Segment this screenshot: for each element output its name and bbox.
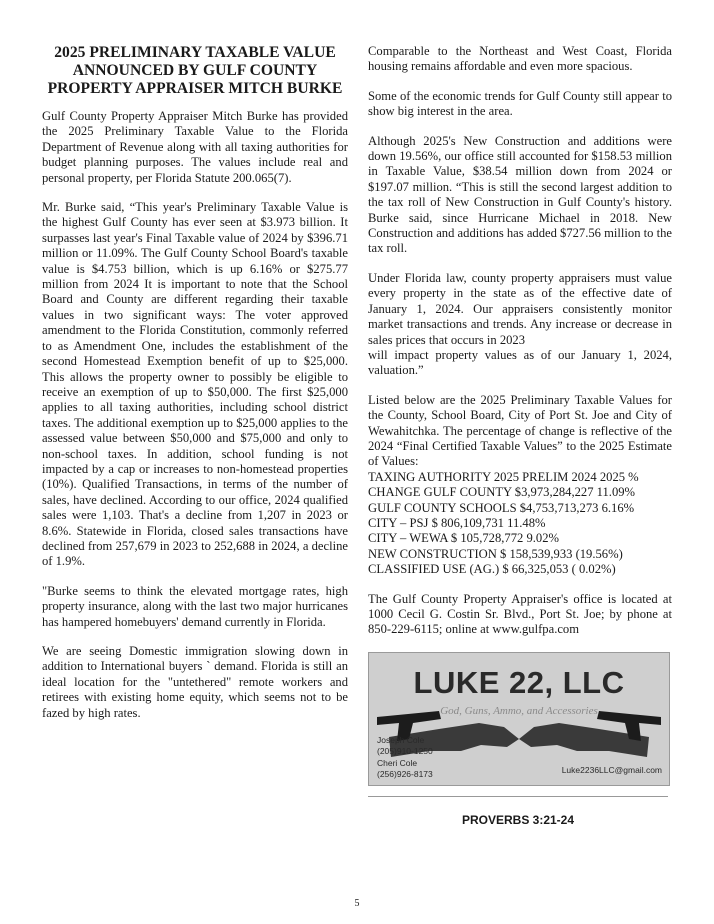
article-paragraph: We are seeing Domestic immigration slowing down in addition to International buyers ` demand. Florida is still an ideal location for the "untethered" remote workers and retirees with existing home equity, which seems not to be fazed by high rates.	[42, 644, 348, 720]
contact-paragraph: The Gulf County Property Appraiser's office is located at 1000 Cecil G. Costin Sr. Blvd., Port St. Joe; by phone at 850-229-6115; online at www.gulfpa.com	[368, 591, 672, 637]
ad-contact-block	[377, 735, 433, 781]
article-paragraph: Some of the economic trends for Gulf County still appear to show big interest in the area.	[368, 88, 672, 119]
article-paragraph: Under Florida law, county property appraisers must value every property in the state as of the effective date of January 1, 2024. Our appraisers consistently monitor market transactions and trends. Any increase or decrease in sales prices that occurs in 2023	[368, 270, 672, 347]
taxable-values-list	[368, 470, 672, 578]
left-column	[42, 44, 348, 735]
ad-contact-line: (205)910-1250	[377, 746, 433, 757]
luke22-advertisement	[368, 652, 670, 786]
page-number: 5	[354, 898, 360, 909]
ad-divider	[368, 796, 668, 797]
values-line: NEW CONSTRUCTION $ 158,539,933 (19.56%)	[368, 546, 623, 561]
ad-tagline: God, Guns, Ammo, and Accessories	[440, 704, 598, 717]
values-line: CITY – PSJ $ 806,109,731 11.48%	[368, 515, 546, 530]
article-paragraph: will impact property values as of our January 1, 2024, valuation.”	[368, 347, 672, 378]
ad-contact-line: (256)926-8173	[377, 769, 433, 780]
ad-business-name: LUKE 22, LLC	[413, 664, 625, 700]
values-line: CHANGE GULF COUNTY $3,973,284,227 11.09%	[368, 485, 636, 500]
article-paragraph: Although 2025's New Construction and additions were down 19.56%, our office still accounted for $158.53 million in Taxable Value, $38.54 million down from 2024 or $197.07 million. “This is still the second largest addition to the tax roll of New Construction in Gulf County's history. Burke said, since Hurricane Michael in 2018. New Construction and additions has added $727.56 million to the tax roll.	[368, 133, 672, 256]
article-headline: 2025 PRELIMINARY TAXABLE VALUE ANNOUNCED BY GULF COUNTY PROPERTY APPRAISER MITCH BURKE	[47, 44, 343, 97]
article-paragraph: Gulf County Property Appraiser Mitch Burke has provided the 2025 Preliminary Taxable Value to the Florida Department of Revenue along with all taxing authorities for budget planning purposes. The values include real and personal property, per Florida Statute 200.065(7).	[42, 109, 348, 185]
values-line: TAXING AUTHORITY 2025 PRELIM 2024 2025 %	[368, 469, 639, 484]
ad-email: Luke2236LLC@gmail.com	[561, 764, 662, 775]
ad-contact-line: Joseph Cole	[377, 734, 425, 745]
ad-contact-line: Cheri Cole	[377, 757, 418, 768]
values-line: CLASSIFIED USE (AG.) $ 66,325,053 ( 0.02%)	[368, 562, 616, 577]
values-line: GULF COUNTY SCHOOLS $4,753,713,273 6.16%	[368, 500, 635, 515]
values-intro: Listed below are the 2025 Preliminary Taxable Values for the County, School Board, City of Port St. Joe and City of Wewahitchka. The percentage of change is reflective of the 2024 “Final Certified Taxable Values” to the 2025 Estimate of Values:	[368, 392, 672, 469]
values-line: CITY – WEWA $ 105,728,772 9.02%	[368, 531, 559, 546]
right-column	[368, 44, 672, 827]
scripture-reference: PROVERBS 3:21-24	[461, 812, 575, 827]
article-paragraph: "Burke seems to think the elevated mortgage rates, high property insurance, along with the last two major hurricanes has hampered homebuyers' demand currently in Florida.	[42, 583, 348, 629]
article-paragraph: Mr. Burke said, “This year's Preliminary Taxable Value is the highest Gulf County has ever seen at $3.973 billion. It surpasses last year's Final Taxable value of 2024 by $396.71 million or 11.09%. The Gulf County School Board's taxable value is $4.753 billion, which is up 6.16% or $275.77 million from 2024 It is important to note that the School Board and County are different regarding their taxable values in two significant ways: The voter approved amendment to the Florida Constitution, commonly referred to as Amendment One, includes the establishment of the second Homestead Exemption benefit of up to $25,000. This allows the property owner to possibly be eligible to receive an exemption of up to $50,000. The first $25,000 applies to all taxing authorities, including school district taxes. The additional exemption up to $25,000 applies to the assessed value between $50,000 and $75,000 and only to non-school taxes. In addition, school funding is not impacted by a cap or increases to non-homestead properties (10%). Qualified Transactions, in terms of the number of sales, have declined. According to our office, 2024 qualified sales were 1,103. That's a decline from 1,207 in 2023 or 8.6%. Statewide in Florida, closed sales transactions have declined from 257,679 in 2023 to 252,688 in 2024, a decline of 1.9%.	[42, 200, 348, 569]
article-paragraph: Comparable to the Northeast and West Coast, Florida housing remains affordable and even more spacious.	[368, 44, 672, 74]
